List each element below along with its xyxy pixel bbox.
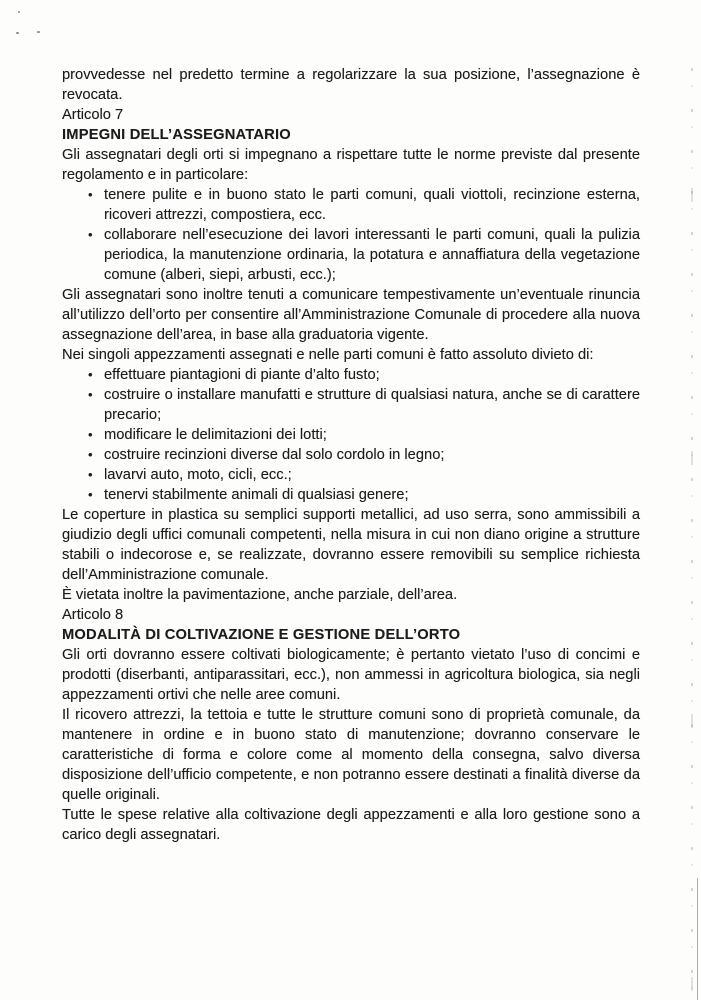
- paving-paragraph: È vietata inoltre la pavimentazione, anche parziale, dell’area.: [62, 587, 458, 603]
- document-content: [62, 65, 640, 845]
- bullet-icon: •: [88, 427, 93, 442]
- coverings-paragraph: Le coperture in plastica su semplici supporti metallici, ad uso serra, sono ammissibili a giudizio degli uffici comunali competenti, nella misura in cui non diano origine a strutture stabili o indecorose e, se realizzate, dovranno essere removibili su semplice richiesta dell’Amministrazione comunale.: [62, 507, 640, 583]
- list-item: [62, 425, 640, 445]
- list-item-text: tenervi stabilmente animali di qualsiasi genere;: [104, 487, 409, 503]
- scan-edge-noise: [691, 68, 693, 1000]
- bullet-icon: •: [88, 467, 93, 482]
- bullet-icon: •: [88, 387, 93, 402]
- scan-speck: [37, 31, 40, 33]
- bullet-icon: •: [88, 227, 93, 242]
- list-item: [62, 185, 640, 225]
- list-item-text: costruire recinzioni diverse dal solo cordolo in legno;: [104, 447, 445, 463]
- list-item-text: lavarvi auto, moto, cicli, ecc.;: [104, 467, 292, 483]
- scan-speck: [18, 11, 20, 13]
- list-item-text: collaborare nell’esecuzione dei lavori interessanti le parti comuni, quali la pulizia periodica, la manutenzione ordinaria, la potatura e annaffiatura della vegetazione comune (alberi, siepi, arbusti, ecc.);: [104, 227, 640, 283]
- article-7-intro: Gli assegnatari degli orti si impegnano a rispettare tutte le norme previste dal presente regolamento e in particolare:: [62, 147, 640, 183]
- article-8-section: [62, 605, 640, 845]
- article-8-label: Articolo 8: [62, 607, 124, 623]
- list-item: [62, 485, 640, 505]
- scan-edge-line: [697, 878, 698, 1000]
- article-8-title: MODALITÀ DI COLTIVAZIONE E GESTIONE DELL’ORTO: [62, 627, 461, 643]
- list-item: [62, 365, 640, 385]
- prohibitions-list: [62, 365, 640, 505]
- bullet-icon: •: [88, 447, 93, 462]
- prohibitions-intro: Nei singoli appezzamenti assegnati e nelle parti comuni è fatto assoluto divieto di:: [62, 347, 594, 363]
- renunciation-paragraph: Gli assegnatari sono inoltre tenuti a comunicare tempestivamente un’eventuale rinuncia all’utilizzo dell’orto per consentire all’Amministrazione Comunale di procedere alla nuova assegnazione dell’area, in base alla graduatoria vigente.: [62, 287, 640, 343]
- list-item: [62, 465, 640, 485]
- list-item-text: costruire o installare manufatti e strutture di qualsiasi natura, anche se di carattere precario;: [104, 387, 640, 423]
- expenses-paragraph: Tutte le spese relative alla coltivazione degli appezzamenti e alla loro gestione sono a carico degli assegnatari.: [62, 807, 640, 843]
- organic-farming-paragraph: Gli orti dovranno essere coltivati biologicamente; è pertanto vietato l’uso di concimi e prodotti (diserbanti, antiparassitari, ecc.), non ammessi in agricoltura biologica, sia negli appezzamenti ortivi che nelle aree comuni.: [62, 647, 640, 703]
- list-item-text: modificare le delimitazioni dei lotti;: [104, 427, 327, 443]
- list-item: [62, 225, 640, 285]
- structures-paragraph: Il ricovero attrezzi, la tettoia e tutte le strutture comuni sono di proprietà comunale, da mantenere in ordine e in buono stato di manutenzione; dovranno conservare le caratteristiche di forma e colore come al momento della consegna, salvo diversa disposizione dell’ufficio competente, e non potranno essere destinati a finalità diverse da quelle originali.: [62, 707, 640, 803]
- article-7-label: Articolo 7: [62, 107, 124, 123]
- article-7-section: [62, 105, 640, 605]
- duties-list: [62, 185, 640, 285]
- continuation-paragraph: provvedesse nel predetto termine a regolarizzare la sua posizione, l’assegnazione è revocata.: [62, 67, 640, 103]
- article-7-title: IMPEGNI DELL’ASSEGNATARIO: [62, 127, 291, 143]
- list-item: [62, 445, 640, 465]
- scan-speck: [16, 32, 19, 34]
- list-item-text: tenere pulite e in buono stato le parti comuni, quali viottoli, recinzione esterna, ricoveri attrezzi, compostiera, ecc.: [104, 187, 640, 223]
- bullet-icon: •: [88, 187, 93, 202]
- list-item: [62, 385, 640, 425]
- list-item-text: effettuare piantagioni di piante d’alto fusto;: [104, 367, 380, 383]
- bullet-icon: •: [88, 487, 93, 502]
- bullet-icon: •: [88, 367, 93, 382]
